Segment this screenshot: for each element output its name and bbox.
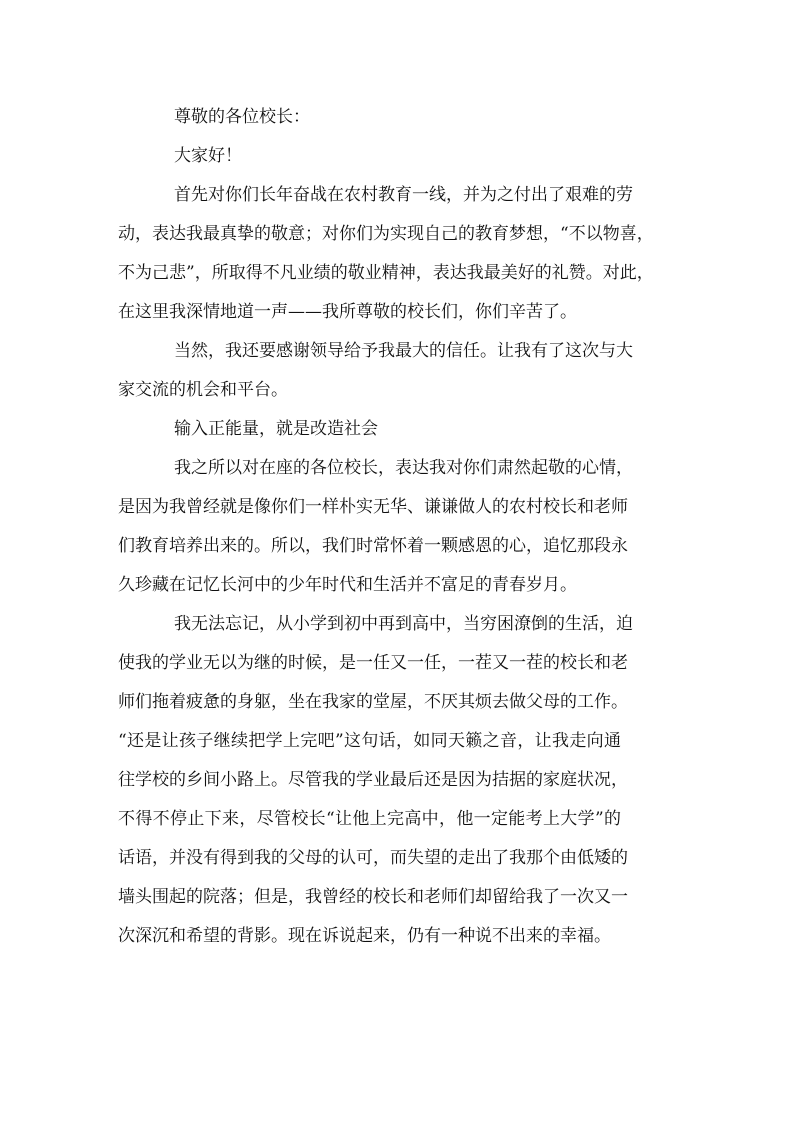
paragraph xyxy=(118,416,621,455)
text-line: 墙头围起的院落；但是，我曾经的校长和老师们却留给我了一次又一 xyxy=(118,887,628,907)
paragraph xyxy=(118,338,633,416)
paragraph xyxy=(118,611,633,962)
text-line: 我之所以对在座的各位校长，表达我对你们肃然起敬的心情， xyxy=(174,458,633,478)
text-line: 大家好！ xyxy=(174,146,242,166)
text-line: 次深沉和希望的背影。现在诉说起来，仍有一种说不出来的幸福。 xyxy=(118,926,611,946)
text-line: “还是让孩子继续把学上完吧”这句话，如同天籁之音，让我走向通 xyxy=(118,731,621,751)
text-line: 动，表达我最真挚的敬意；对你们为实现自己的教育梦想，“不以物喜， xyxy=(118,224,654,244)
paragraph xyxy=(118,143,621,182)
text-line: 久珍藏在记忆长河中的少年时代和生活并不富足的青春岁月。 xyxy=(118,575,577,595)
text-line: 输入正能量，就是改造社会 xyxy=(174,419,378,439)
text-line: 不得不停止下来，尽管校长“让他上完高中，他一定能考上大学”的 xyxy=(118,809,621,829)
text-line: 往学校的乡间小路上。尽管我的学业最后还是因为拮据的家庭状况， xyxy=(118,770,628,790)
text-line: 们教育培养出来的。所以，我们时常怀着一颗感恩的心，追忆那段永 xyxy=(118,536,628,556)
text-line: 话语，并没有得到我的父母的认可，而失望的走出了我那个由低矮的 xyxy=(118,848,628,868)
document-page xyxy=(118,104,654,962)
text-line: 我无法忘记，从小学到初中再到高中，当穷困潦倒的生活，迫 xyxy=(174,614,633,634)
text-line: 家交流的机会和平台。 xyxy=(118,380,288,400)
text-line: 首先对你们长年奋战在农村教育一线，并为之付出了艰难的劳 xyxy=(174,185,633,205)
text-line: 是因为我曾经就是像你们一样朴实无华、谦谦做人的农村校长和老师 xyxy=(118,497,628,517)
text-line: 不为己悲”，所取得不凡业绩的敬业精神，表达我最美好的礼赞。对此， xyxy=(118,263,654,283)
text-line: 在这里我深情地道一声——我所尊敬的校长们，你们辛苦了。 xyxy=(118,302,577,322)
paragraph xyxy=(118,182,654,338)
text-line: 尊敬的各位校长： xyxy=(174,107,310,127)
text-line: 师们拖着疲惫的身躯，坐在我家的堂屋，不厌其烦去做父母的工作。 xyxy=(118,692,628,712)
paragraph xyxy=(118,455,633,611)
text-line: 当然，我还要感谢领导给予我最大的信任。让我有了这次与大 xyxy=(174,341,633,361)
text-line: 使我的学业无以为继的时候，是一任又一任，一茬又一茬的校长和老 xyxy=(118,653,628,673)
paragraph xyxy=(118,104,621,143)
